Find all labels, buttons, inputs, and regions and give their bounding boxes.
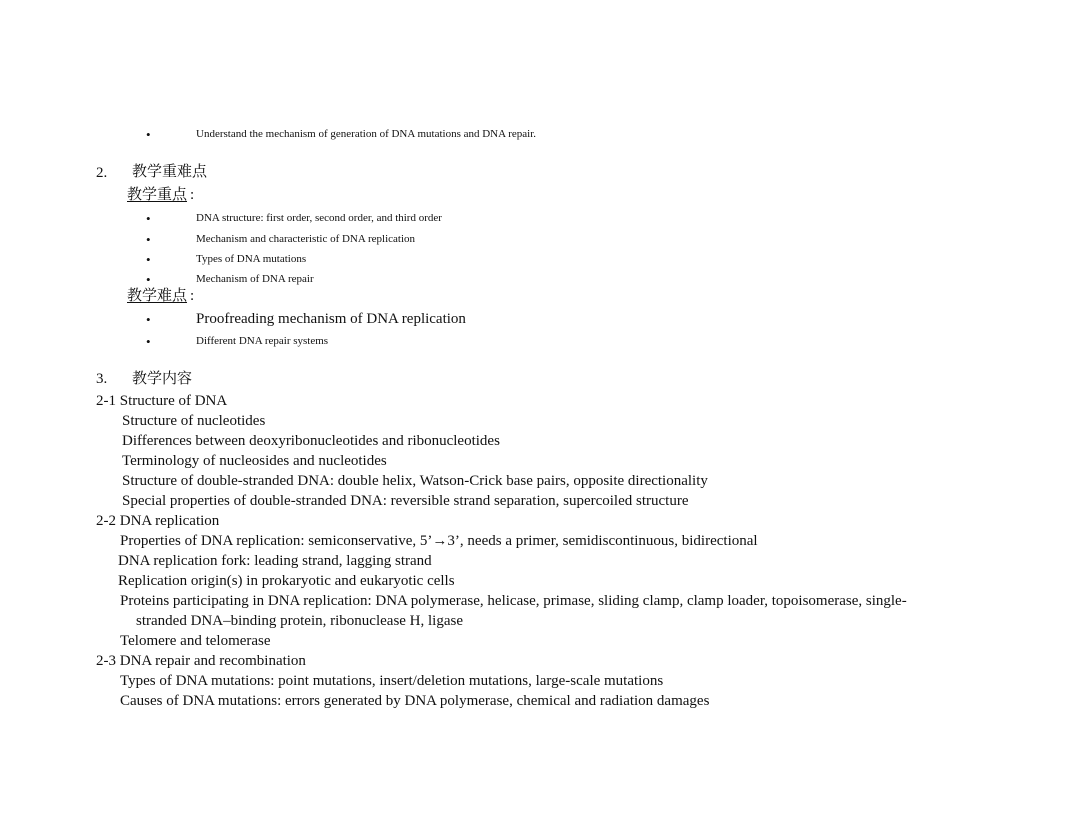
subsection-heading: 2-1 Structure of DNA [96,393,228,409]
content-line: Causes of DNA mutations: errors generated by DNA polymerase, chemical and radiation damages [120,693,710,709]
content-line: Structure of nucleotides [122,413,266,429]
section-2-number: 2. [96,165,108,181]
content-line: DNA replication fork: leading strand, lagging strand [118,553,432,569]
key-point-item: Mechanism of DNA repair [196,273,314,285]
content-line-continued: stranded DNA–binding protein, ribonuclease H, ligase [136,613,464,629]
key-points-label: 教学重点 [127,187,188,203]
subsection-heading: 2-2 DNA replication [96,513,220,529]
section-3-number: 3. [96,371,108,387]
content-line: Properties of DNA replication: semiconservative, 5’→3’, needs a primer, semidiscontinuous, bidirectional [120,533,758,549]
content-line: Proteins participating in DNA replication: DNA polymerase, helicase, primase, sliding clamp, clamp loader, topoisomerase, single- [120,593,907,609]
objective-text: Understand the mechanism of generation of DNA mutations and DNA repair. [196,128,537,140]
bullet-icon: • [146,232,151,247]
difficult-point-item: Proofreading mechanism of DNA replication [196,311,466,327]
bullet-icon: • [146,127,151,142]
bullet-icon: • [146,252,151,267]
content-line: Terminology of nucleosides and nucleotides [122,453,387,469]
section-2-title: 教学重难点 [132,164,208,180]
key-points-colon: : [190,187,195,203]
key-point-item: DNA structure: first order, second order, and third order [196,212,442,224]
bullet-icon: • [146,272,151,287]
key-point-item: Types of DNA mutations [196,253,307,265]
content-line: Telomere and telomerase [120,633,271,649]
difficult-points-label: 教学难点 [127,288,188,304]
bullet-icon: • [146,312,151,327]
difficult-point-item: Different DNA repair systems [196,335,329,347]
bullet-icon: • [146,211,151,226]
section-3-title: 教学内容 [132,371,193,387]
difficult-points-colon: : [190,288,195,304]
content-line: Special properties of double-stranded DNA: reversible strand separation, supercoiled structure [122,493,689,509]
key-point-item: Mechanism and characteristic of DNA replication [196,233,416,245]
content-line: Replication origin(s) in prokaryotic and eukaryotic cells [118,573,455,589]
content-line: Types of DNA mutations: point mutations, insert/deletion mutations, large-scale mutations [120,673,664,689]
content-line: Structure of double-stranded DNA: double helix, Watson-Crick base pairs, opposite directionality [122,473,708,489]
bullet-icon: • [146,334,151,349]
content-line: Differences between deoxyribonucleotides and ribonucleotides [122,433,500,449]
subsection-heading: 2-3 DNA repair and recombination [96,653,306,669]
